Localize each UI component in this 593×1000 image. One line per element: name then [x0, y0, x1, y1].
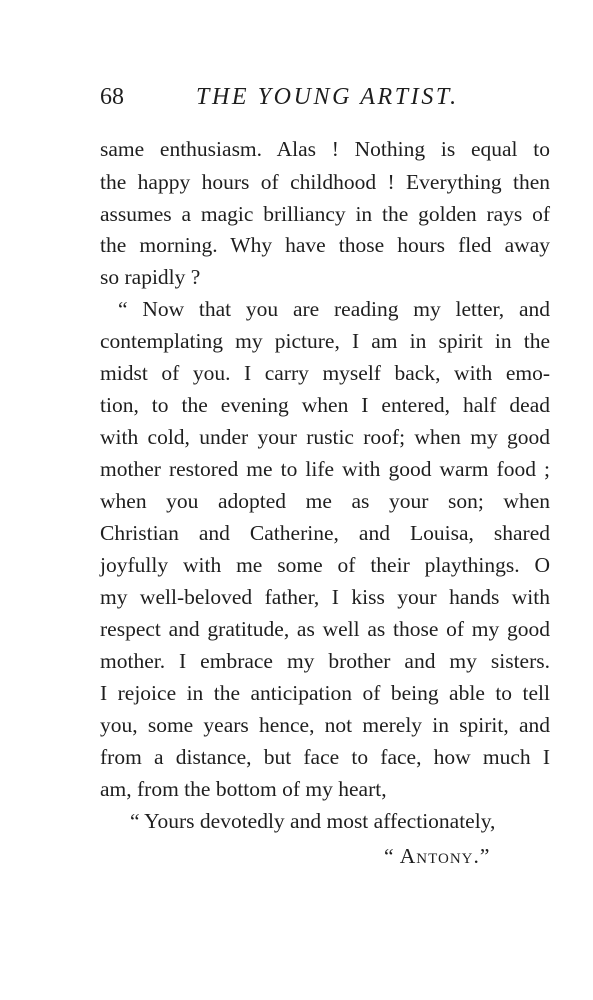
text-line: “ Now that you are reading my letter, and [118, 297, 550, 321]
text-line: same enthusiasm. Alas ! Nothing is equal to [100, 137, 550, 161]
text-line: joyfully with me some of their playthings. O [100, 553, 550, 577]
text-line: Christian and Catherine, and Louisa, shared [100, 521, 550, 545]
text-line: I rejoice in the anticipation of being able to tell [100, 681, 550, 705]
signature: “ Antony.” [384, 844, 491, 868]
text-line: tion, to the evening when I entered, half dead [100, 393, 550, 417]
text-line: you, some years hence, not merely in spirit, and [100, 713, 550, 737]
text-line: from a distance, but face to face, how much I [100, 745, 550, 769]
closing-line: “ Yours devotedly and most affectionately, [130, 809, 496, 833]
text-line: the morning. Why have those hours fled away [100, 233, 550, 257]
text-line: when you adopted me as your son; when [100, 489, 550, 513]
text-line: mother. I embrace my brother and my sisters. [100, 649, 550, 673]
text-line: the happy hours of childhood ! Everything then [100, 170, 550, 194]
text-line: with cold, under your rustic roof; when my good [100, 425, 550, 449]
text-line: am, from the bottom of my heart, [100, 777, 387, 801]
running-title: THE YOUNG ARTIST. [196, 84, 459, 110]
text-line: my well-beloved father, I kiss your hands with [100, 585, 550, 609]
text-line: so rapidly ? [100, 265, 201, 289]
page-number: 68 [100, 84, 124, 110]
text-line: assumes a magic brilliancy in the golden rays of [100, 202, 550, 226]
text-line: respect and gratitude, as well as those of my good [100, 617, 550, 641]
text-line: midst of you. I carry myself back, with emo- [100, 361, 550, 385]
text-line: contemplating my picture, I am in spirit in the [100, 329, 550, 353]
page-header [100, 82, 550, 112]
text-line: mother restored me to life with good warm food ; [100, 457, 550, 481]
